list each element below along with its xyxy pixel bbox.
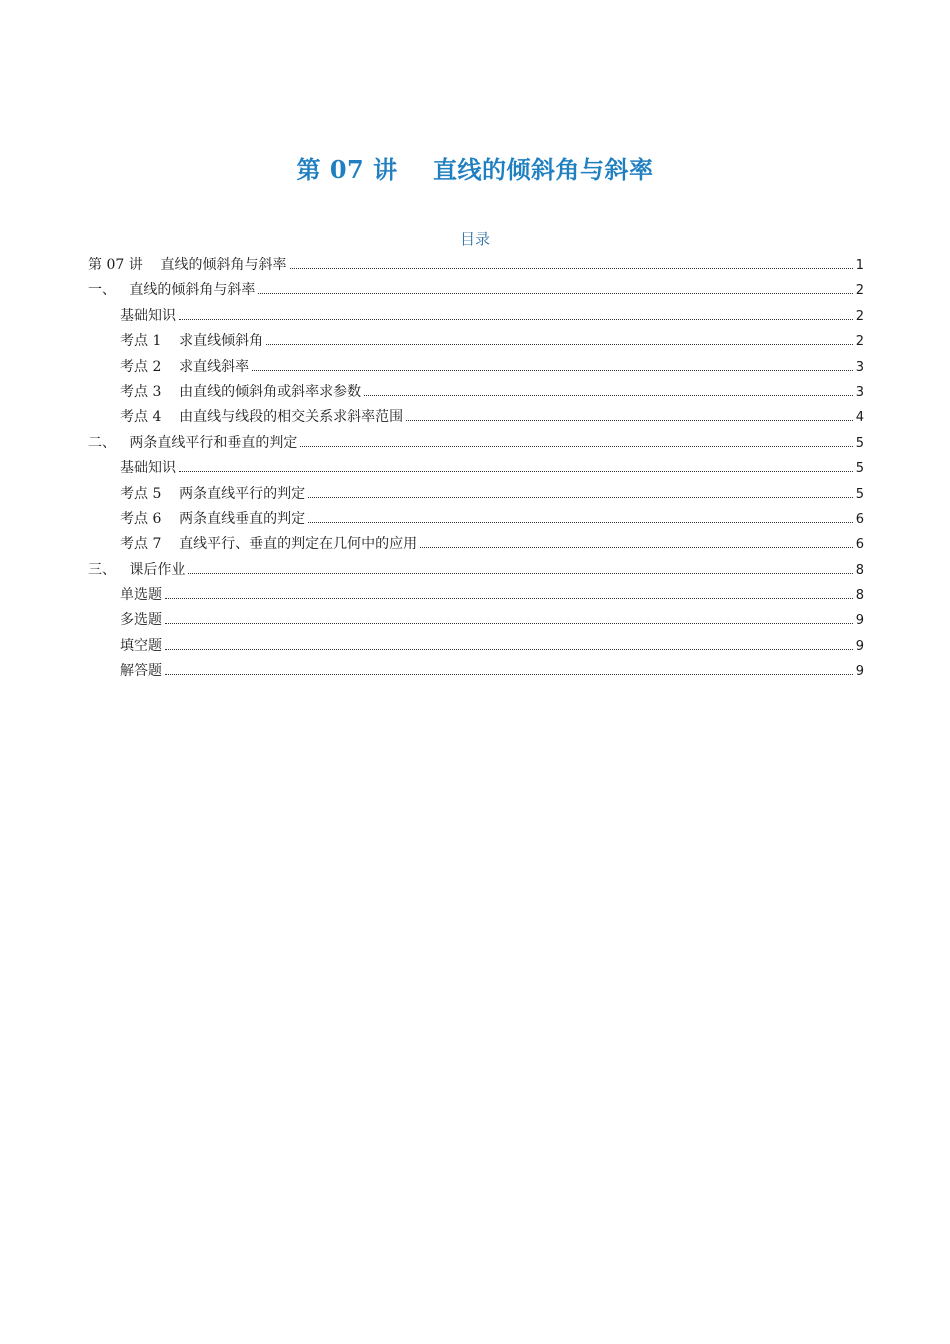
toc-entry-page: 2 <box>855 308 864 324</box>
toc-leader-dots <box>165 597 853 599</box>
toc-entry-text: 单选题 <box>120 587 162 604</box>
toc-leader-dots <box>165 648 853 650</box>
toc-entry[interactable] <box>88 456 864 481</box>
toc-leader-dots <box>420 546 853 548</box>
toc-leader-dots <box>179 318 853 320</box>
toc-heading: 目录 <box>459 230 490 248</box>
toc-entry-text: 考点 1 求直线倾斜角 <box>120 333 264 350</box>
toc-entry-page: 2 <box>855 334 864 350</box>
toc-entry[interactable] <box>88 405 864 430</box>
toc-entry-text: 基础知识 <box>120 307 176 324</box>
toc-entry-text: 一、 直线的倾斜角与斜率 <box>88 282 256 299</box>
toc-entry-text: 第 07 讲 直线的倾斜角与斜率 <box>88 257 287 273</box>
toc-entry-text: 考点 2 求直线斜率 <box>120 358 250 375</box>
toc-leader-dots <box>179 470 853 472</box>
toc-entry-page: 4 <box>855 410 864 426</box>
toc-entry-page: 9 <box>855 664 864 680</box>
toc-entry[interactable] <box>88 659 864 684</box>
toc-leader-dots <box>188 572 852 574</box>
toc-entry[interactable] <box>88 634 864 659</box>
toc-entry-page: 1 <box>855 258 864 273</box>
toc-entry-page: 9 <box>855 613 864 629</box>
toc-entry-text: 二、 两条直线平行和垂直的判定 <box>88 434 298 451</box>
toc-leader-dots <box>252 369 853 371</box>
toc-entry[interactable] <box>88 507 864 532</box>
toc-entry[interactable] <box>88 355 864 380</box>
toc-leader-dots <box>165 622 853 624</box>
toc-entry-page: 5 <box>855 435 864 451</box>
toc-entry-page: 3 <box>855 359 864 375</box>
toc-leader-dots <box>165 673 853 675</box>
toc-entry[interactable] <box>88 532 864 557</box>
toc-entry-page: 2 <box>855 283 864 299</box>
toc-leader-dots <box>266 343 853 345</box>
toc-leader-dots <box>308 496 853 498</box>
toc-entry-text: 解答题 <box>120 663 162 680</box>
toc-entry[interactable] <box>88 482 864 507</box>
toc-leader-dots <box>308 521 853 523</box>
toc-entry-page: 6 <box>855 511 864 527</box>
toc-entry-page: 6 <box>855 537 864 553</box>
document-title: 第 07 讲 直线的倾斜角与斜率 <box>296 155 654 184</box>
toc-entry-page: 3 <box>855 384 864 400</box>
toc-entry[interactable] <box>88 431 864 456</box>
toc-entry[interactable] <box>88 608 864 633</box>
toc-entry-page: 5 <box>855 461 864 477</box>
toc-entry-page: 8 <box>855 588 864 604</box>
toc-entry[interactable] <box>88 253 864 278</box>
toc-entry-text: 填空题 <box>120 637 162 654</box>
toc-entry-text: 考点 5 两条直线平行的判定 <box>120 485 306 502</box>
toc-leader-dots <box>364 394 853 396</box>
toc-entry[interactable] <box>88 380 864 405</box>
toc-leader-dots <box>300 445 852 447</box>
toc-entry-page: 9 <box>855 638 864 654</box>
toc-leader-dots <box>406 419 853 421</box>
toc-entry-page: 8 <box>855 562 864 578</box>
toc-entry[interactable] <box>88 329 864 354</box>
table-of-contents <box>88 253 864 685</box>
toc-entry-text: 考点 3 由直线的倾斜角或斜率求参数 <box>120 383 362 400</box>
toc-entry-text: 考点 6 两条直线垂直的判定 <box>120 510 306 527</box>
toc-entry-text: 考点 7 直线平行、垂直的判定在几何中的应用 <box>120 536 418 553</box>
toc-entry-text: 多选题 <box>120 612 162 629</box>
toc-entry[interactable] <box>88 583 864 608</box>
toc-leader-dots <box>290 267 853 269</box>
toc-entry[interactable] <box>88 304 864 329</box>
toc-entry[interactable] <box>88 558 864 583</box>
toc-entry-text: 基础知识 <box>120 460 176 477</box>
toc-entry-page: 5 <box>855 486 864 502</box>
toc-entry[interactable] <box>88 278 864 303</box>
toc-leader-dots <box>258 292 852 294</box>
toc-entry-text: 考点 4 由直线与线段的相交关系求斜率范围 <box>120 409 404 426</box>
toc-entry-text: 三、 课后作业 <box>88 561 186 578</box>
